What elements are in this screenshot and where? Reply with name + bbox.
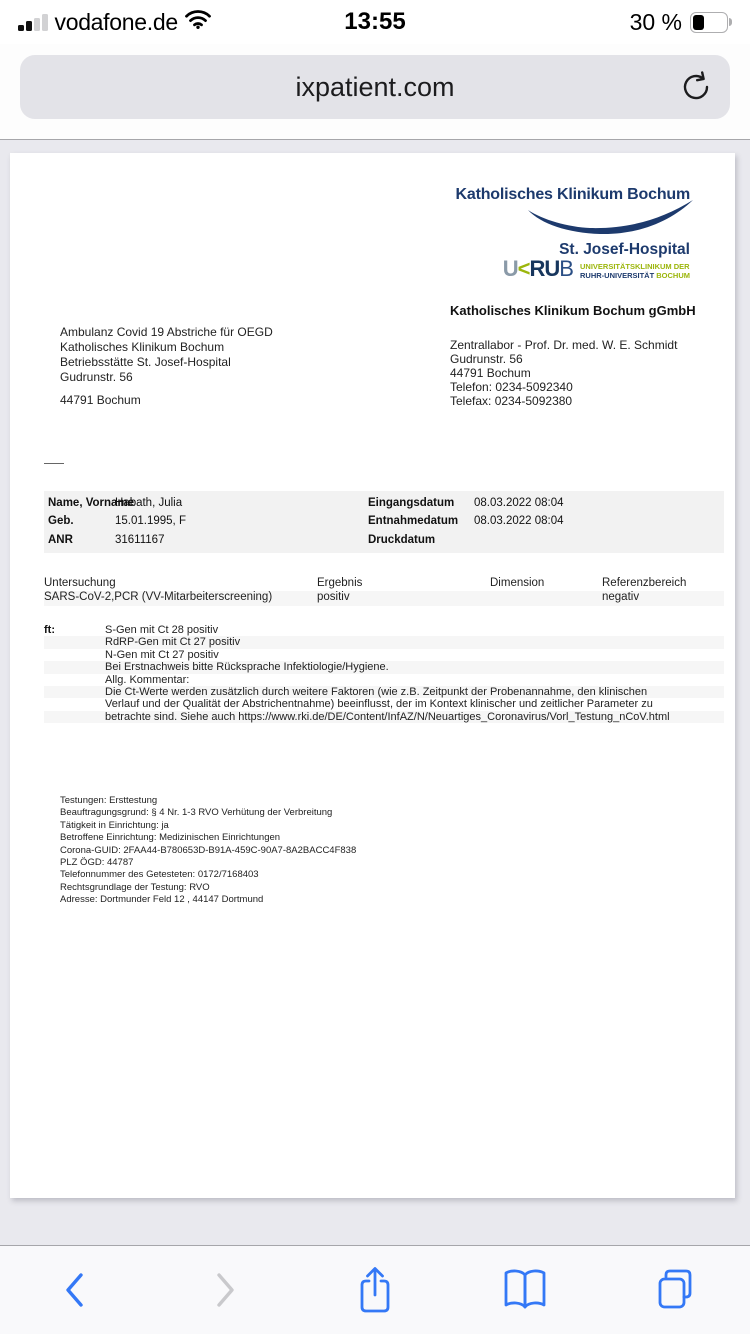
lab-line: Telefax: 0234-5092380 — [450, 394, 573, 408]
footnote-line: betrachte sind. Siehe auch https://www.rki.de/DE/Content/InfAZ/N/Neuartiges_Coronavirus/Vorl_Testung_nCoV.html — [44, 711, 724, 723]
recipient-city: 44791 Bochum — [60, 393, 141, 407]
header-untersuchung: Untersuchung — [44, 577, 116, 589]
detail-line: Telefonnummer des Getesteten: 0172/7168403 — [60, 869, 259, 881]
reload-icon[interactable] — [680, 71, 712, 103]
lab-line: 44791 Bochum — [450, 366, 531, 380]
browser-chrome-top — [0, 44, 750, 140]
detail-line: Testungen: Ersttestung — [60, 795, 158, 806]
open-book-icon — [501, 1267, 549, 1313]
patient-value: 08.03.2022 08:04 — [474, 515, 564, 528]
patient-label: Druckdatum — [368, 533, 436, 546]
footnote-block — [44, 624, 724, 723]
footnote-line: Allg. Kommentar: — [105, 673, 190, 686]
header-referenzbereich: Referenzbereich — [602, 577, 687, 589]
detail-line: Beauftragungsgrund: § 4 Nr. 1-3 RVO Verhütung der Verbreitung — [60, 807, 333, 819]
forward-button[interactable] — [195, 1266, 255, 1314]
footnote-label: ft: — [44, 624, 55, 636]
patient-info-band — [44, 491, 724, 553]
patient-value: Habath, Julia — [115, 496, 183, 509]
header-ergebnis: Ergebnis — [317, 577, 363, 589]
ukrub-b: B — [559, 256, 573, 281]
patient-value: 31611167 — [115, 533, 165, 546]
detail-line: PLZ ÖGD: 44787 — [60, 857, 134, 869]
forward-chevron-icon — [208, 1268, 242, 1312]
patient-value — [474, 532, 724, 550]
ukrub-ru: RU — [529, 256, 560, 281]
lab-address — [450, 338, 677, 408]
carrier-label: vodafone.de — [54, 8, 178, 35]
tabs-icon — [652, 1267, 698, 1313]
battery-icon — [690, 12, 732, 33]
recipient-address — [60, 325, 273, 408]
footnote-line: Die Ct-Werte werden zusätzlich durch weitere Faktoren (wie z.B. Zeitpunkt der Probenannahme, den klinischen — [44, 686, 724, 698]
share-icon — [353, 1265, 397, 1315]
recipient-line: Gudrunstr. 56 — [60, 370, 133, 384]
patient-label: Eingangsdatum — [368, 496, 455, 509]
logo-swoosh-icon — [527, 199, 695, 235]
ukrub-k: < — [517, 256, 530, 281]
footnote-line: Bei Erstnachweis bitte Rücksprache Infektiologie/Hygiene. — [44, 661, 724, 673]
test-details-block — [60, 795, 356, 907]
tabs-button[interactable] — [645, 1266, 705, 1314]
organization-name: Katholisches Klinikum Bochum gGmbH — [450, 303, 696, 318]
patient-label: Entnahmedatum — [368, 515, 459, 528]
patient-label: ANR — [48, 533, 73, 546]
back-button[interactable] — [45, 1266, 105, 1314]
bookmarks-button[interactable] — [495, 1266, 555, 1314]
uni-line2-b: BOCHUM — [654, 271, 690, 280]
results-header-row — [10, 577, 735, 591]
patient-value: 08.03.2022 08:04 — [474, 496, 564, 509]
status-bar — [0, 0, 750, 44]
address-bar[interactable] — [20, 55, 730, 119]
hospital-name: St. Josef-Hospital — [559, 241, 690, 258]
share-button[interactable] — [345, 1266, 405, 1314]
footnote-line: S-Gen mit Ct 28 positiv — [105, 624, 219, 636]
footnote-line: Verlauf und der Qualität der Abstrichentnahme) beeinflusst, der im Kontext klinischer und zeitlicher Parameter zu — [105, 698, 653, 711]
result-referenzbereich: negativ — [602, 591, 640, 603]
patient-label: Geb. — [48, 515, 74, 528]
back-chevron-icon — [58, 1268, 92, 1312]
clinic-logo-title: Katholisches Klinikum Bochum — [455, 186, 690, 203]
url-text: ixpatient.com — [295, 71, 455, 102]
lab-report-document — [10, 153, 735, 1198]
result-ergebnis: positiv — [317, 591, 350, 603]
status-time: 13:55 — [344, 8, 406, 35]
recipient-line: Ambulanz Covid 19 Abstriche für OEGD — [60, 325, 273, 339]
patient-label: Name, Vorname — [48, 496, 135, 509]
recipient-line: Betriebsstätte St. Josef-Hospital — [60, 355, 231, 369]
lab-line: Zentrallabor - Prof. Dr. med. W. E. Schmidt — [450, 338, 678, 352]
patient-value: 15.01.1995, F — [115, 515, 186, 528]
result-row — [44, 591, 724, 606]
fold-mark — [44, 463, 64, 464]
detail-line: Tätigkeit in Einrichtung: ja — [60, 819, 169, 831]
lab-line: Telefon: 0234-5092340 — [450, 380, 573, 394]
browser-toolbar — [0, 1245, 750, 1334]
result-untersuchung: SARS-CoV-2,PCR (VV-Mitarbeiterscreening) — [44, 591, 273, 603]
ukrub-u: U — [502, 256, 518, 281]
uni-line2-a: RUHR-UNIVERSITÄT — [579, 271, 655, 280]
recipient-line: Katholisches Klinikum Bochum — [60, 340, 225, 354]
battery-percent-label: 30 % — [629, 8, 682, 35]
page-scroll-area[interactable] — [0, 140, 750, 1245]
detail-line: Corona-GUID: 2FAA44-B780653D-B91A-459C-90A7-8A2BACC4F838 — [60, 844, 357, 856]
uni-line1: UNIVERSITÄTSKLINIKUM DER — [579, 262, 690, 271]
lab-line: Gudrunstr. 56 — [450, 352, 523, 366]
footnote-line: RdRP-Gen mit Ct 27 positiv — [44, 636, 724, 648]
ukrub-logo — [503, 258, 690, 280]
detail-line: Adresse: Dortmunder Feld 12 , 44147 Dortmund — [60, 894, 264, 906]
footnote-line: N-Gen mit Ct 27 positiv — [105, 648, 219, 661]
detail-line: Betroffene Einrichtung: Medizinischen Einrichtungen — [60, 832, 281, 844]
detail-line: Rechtsgrundlage der Testung: RVO — [60, 881, 210, 893]
header-dimension: Dimension — [490, 577, 545, 589]
